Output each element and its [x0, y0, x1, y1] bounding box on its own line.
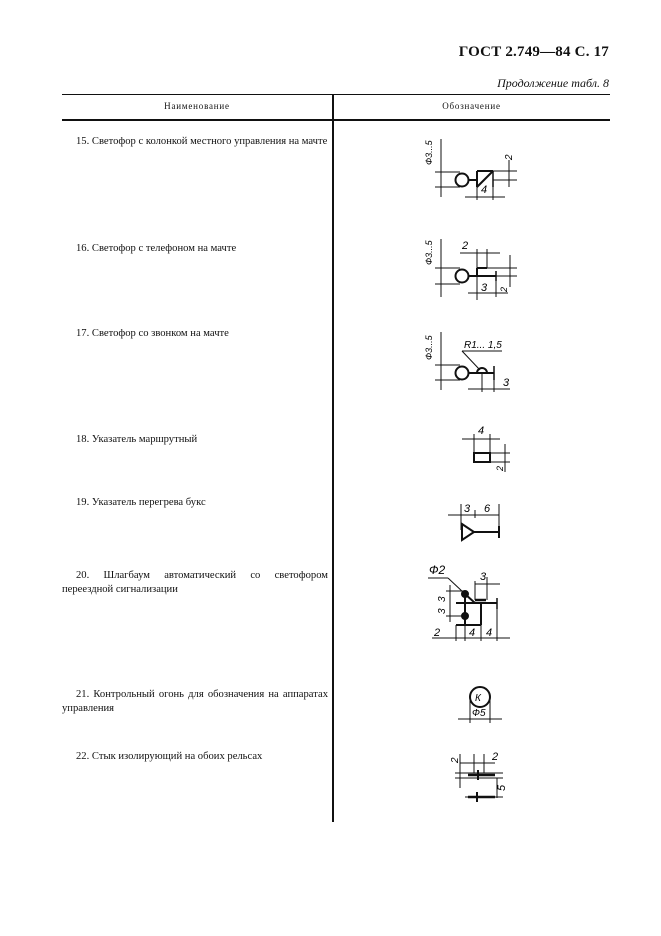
table-row-15-name: 15. Светофор с колонкой местного управления на мачте	[76, 136, 328, 147]
table-row-21-name: 21. Контрольный огонь для обозначения на аппаратах управления	[62, 689, 328, 714]
column-divider	[332, 95, 334, 822]
symbol-15-traffic-light-local-control-icon	[420, 125, 540, 215]
svg-text:4: 4	[469, 627, 476, 639]
column-header-symbol: Обозначение	[442, 101, 501, 111]
table-row-16-name: 16. Светофор с телефоном на мачте	[76, 243, 237, 254]
svg-text:2: 2	[495, 465, 505, 471]
svg-text:2: 2	[434, 627, 441, 639]
svg-text:2: 2	[504, 154, 515, 160]
svg-text:R1... 1,5: R1... 1,5	[464, 340, 502, 351]
svg-text:2: 2	[450, 757, 461, 763]
symbol-17-traffic-light-bell-icon	[420, 320, 540, 400]
svg-text:3: 3	[480, 571, 487, 583]
column-header-name: Наименование	[164, 101, 230, 111]
table-continuation-label: Продолжение табл. 8	[497, 76, 609, 90]
svg-text:3: 3	[464, 503, 471, 515]
table-top-rule	[62, 94, 610, 95]
svg-text:К: К	[475, 693, 481, 704]
table-header-rule	[62, 119, 610, 121]
svg-text:4: 4	[486, 627, 493, 639]
svg-text:2: 2	[462, 240, 469, 252]
symbol-19-axle-overheat-indicator-icon	[440, 490, 530, 550]
svg-text:4: 4	[478, 425, 485, 437]
symbol-16-traffic-light-telephone-icon	[420, 225, 540, 310]
table-row-18-name: 18. Указатель маршрутный	[76, 434, 198, 445]
table-row-22-name: 22. Стык изолирующий на обоих рельсах	[76, 751, 263, 762]
table-row-20-name: 20. Шлагбаум автоматический со светофором переездной сигнализации	[62, 570, 328, 595]
svg-text:Ф3...5: Ф3...5	[424, 140, 434, 165]
svg-text:3: 3	[437, 596, 448, 602]
svg-text:2: 2	[499, 286, 509, 292]
svg-text:3: 3	[437, 608, 448, 614]
svg-text:Ф3...5: Ф3...5	[424, 240, 434, 265]
symbol-21-control-light-icon	[440, 675, 520, 730]
svg-text:5: 5	[496, 784, 508, 791]
svg-text:6: 6	[484, 503, 491, 515]
symbol-22-insulated-rail-joint-icon	[440, 740, 520, 810]
table-row-17-name: 17. Светофор со звонком на мачте	[76, 328, 229, 339]
svg-text:4: 4	[481, 184, 488, 196]
svg-text:2: 2	[492, 751, 499, 763]
svg-text:3: 3	[481, 282, 488, 294]
svg-text:Ф5: Ф5	[472, 708, 486, 719]
svg-text:3: 3	[503, 377, 510, 389]
table-row-19-name: 19. Указатель перегрева букс	[76, 497, 206, 508]
page-header-title: ГОСТ 2.749—84 С. 17	[458, 44, 609, 60]
symbol-18-route-indicator-icon	[440, 420, 530, 480]
svg-text:Ф3...5: Ф3...5	[424, 335, 434, 360]
svg-text:Ф2: Ф2	[429, 563, 446, 577]
symbol-20-automatic-barrier-with-light-icon	[420, 555, 530, 655]
